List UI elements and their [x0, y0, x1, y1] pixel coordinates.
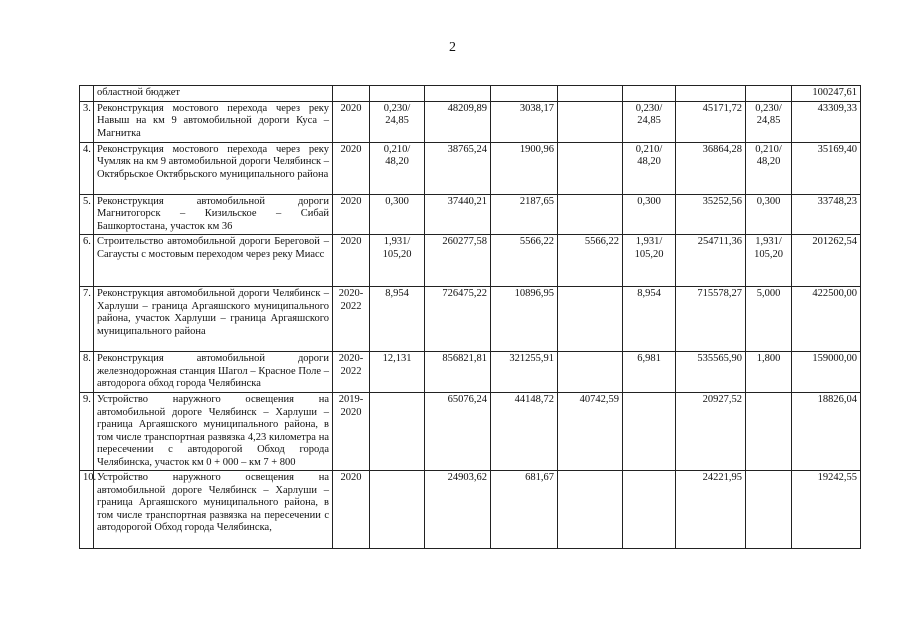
table-row	[80, 393, 861, 471]
cell-object-name	[94, 352, 333, 393]
cell-cost-total	[425, 101, 491, 142]
cell-length-regional	[746, 194, 792, 235]
cost-regional-text: 201262,54	[812, 236, 857, 247]
cell-object-name	[94, 86, 333, 102]
cost-prev-text: 321255,91	[509, 353, 554, 364]
cost-prev-regional-text: 40742,59	[579, 394, 619, 405]
cost-period-text: 20927,52	[702, 394, 742, 405]
cell-length-total	[370, 194, 425, 235]
table-body	[80, 86, 861, 549]
cell-length-regional	[746, 142, 792, 194]
cell-cost-regional	[792, 142, 861, 194]
cell-cost-prev	[491, 393, 558, 471]
cell-cost-period	[676, 235, 746, 287]
cell-cost-period	[676, 101, 746, 142]
years-text: 2020	[340, 195, 362, 207]
cell-cost-prev	[491, 86, 558, 102]
cell-years	[333, 101, 370, 142]
cell-cost-prev-regional	[558, 352, 623, 393]
cell-row-number	[80, 86, 94, 102]
length-regional-text: 1,800	[756, 353, 781, 364]
cost-total-text: 48209,89	[447, 102, 487, 114]
cell-object-name	[94, 393, 333, 471]
length-total-text: 12,131	[382, 353, 412, 364]
cost-period-text: 24221,95	[702, 472, 742, 483]
cost-period-text: 35252,56	[702, 195, 742, 207]
row-number-text: 4.	[83, 143, 91, 155]
object-name-text: Реконструкция мостового перехода через реку Навыш на км 9 автомобильной дороги Куса – Магнитка	[97, 102, 329, 139]
cell-row-number	[80, 393, 94, 471]
cost-prev-text: 2187,65	[519, 195, 554, 207]
row-number-text: 10.	[83, 472, 97, 483]
cost-total-text: 37440,21	[447, 195, 487, 207]
cost-regional-text: 18826,04	[817, 394, 857, 405]
table-row	[80, 194, 861, 235]
cell-cost-total	[425, 194, 491, 235]
cell-length-period	[623, 194, 676, 235]
budget-table	[79, 85, 861, 549]
length-total-text: 1,931/ 105,20	[382, 236, 412, 260]
cell-cost-total	[425, 235, 491, 287]
cell-cost-regional	[792, 235, 861, 287]
cell-cost-prev-regional	[558, 287, 623, 352]
cell-cost-prev-regional	[558, 194, 623, 235]
length-period-text: 6,981	[637, 353, 661, 364]
years-text: 2020-2022	[338, 288, 364, 312]
cost-total-text: 24903,62	[447, 472, 487, 483]
cell-row-number	[80, 352, 94, 393]
cell-cost-total	[425, 142, 491, 194]
length-period-text: 1,931/ 105,20	[634, 236, 664, 260]
length-total-text: 0,230/ 24,85	[383, 102, 411, 126]
row-number-text: 7.	[83, 288, 91, 299]
cost-regional-text: 35169,40	[817, 143, 857, 155]
cell-object-name	[94, 194, 333, 235]
cell-cost-prev	[491, 471, 558, 549]
cost-total-text: 726475,22	[442, 288, 487, 299]
cell-cost-prev	[491, 352, 558, 393]
table-row	[80, 471, 861, 549]
cell-cost-period	[676, 352, 746, 393]
object-name-text: Реконструкция автомобильной дороги железнодорожная станция Шагол – Красное Поле – автодорога обход города Челябинска	[97, 353, 329, 389]
cell-length-total	[370, 235, 425, 287]
cell-cost-total	[425, 352, 491, 393]
cost-prev-text: 10896,95	[514, 288, 554, 299]
cell-cost-period	[676, 86, 746, 102]
cell-cost-total	[425, 86, 491, 102]
cell-length-total	[370, 142, 425, 194]
object-name-text: Реконструкция автомобильной дороги Челябинск – Харлуши – граница Аргаяшского муниципального района, участок Харлуши – граница Аргаяшского муниципального района	[97, 288, 329, 337]
cell-cost-prev-regional	[558, 393, 623, 471]
cell-cost-regional	[792, 352, 861, 393]
cost-regional-text: 19242,55	[817, 472, 857, 483]
cell-cost-period	[676, 287, 746, 352]
cell-cost-period	[676, 471, 746, 549]
object-name-text: областной бюджет	[97, 87, 180, 98]
row-number-text: 5.	[83, 195, 91, 207]
cell-cost-regional	[792, 101, 861, 142]
row-number-text: 9.	[83, 394, 91, 405]
cell-cost-prev	[491, 194, 558, 235]
length-regional-text: 0,230/ 24,85	[755, 102, 782, 126]
table-row	[80, 101, 861, 142]
cost-regional-text: 100247,61	[812, 87, 857, 98]
page-number: 2	[449, 40, 456, 55]
cost-prev-text: 44148,72	[514, 394, 554, 405]
length-regional-text: 0,300	[756, 195, 781, 207]
cell-cost-prev	[491, 101, 558, 142]
cell-length-total	[370, 86, 425, 102]
cell-cost-prev-regional	[558, 471, 623, 549]
cell-years	[333, 86, 370, 102]
cell-row-number	[80, 194, 94, 235]
cell-length-regional	[746, 101, 792, 142]
cost-prev-text: 5566,22	[519, 236, 554, 247]
cell-row-number	[80, 101, 94, 142]
cell-length-total	[370, 471, 425, 549]
cost-prev-text: 3038,17	[519, 102, 554, 114]
cell-length-total	[370, 101, 425, 142]
cell-row-number	[80, 235, 94, 287]
cell-cost-prev	[491, 142, 558, 194]
cell-length-total	[370, 393, 425, 471]
cost-regional-text: 159000,00	[812, 353, 857, 364]
length-regional-text: 5,000	[756, 288, 781, 299]
cell-object-name	[94, 287, 333, 352]
cell-years	[333, 287, 370, 352]
cell-length-regional	[746, 352, 792, 393]
cell-cost-prev-regional	[558, 142, 623, 194]
cell-length-period	[623, 352, 676, 393]
cell-length-period	[623, 287, 676, 352]
length-period-text: 0,300	[637, 195, 661, 207]
cell-cost-regional	[792, 194, 861, 235]
object-name-text: Строительство автомобильной дороги Береговой – Сагаусты с мостовым переходом через реку Миасс	[97, 236, 329, 260]
cost-prev-regional-text: 5566,22	[584, 236, 619, 247]
length-total-text: 0,300	[385, 195, 409, 207]
table-row	[80, 352, 861, 393]
length-total-text: 8,954	[385, 288, 409, 299]
cell-length-period	[623, 101, 676, 142]
cell-years	[333, 471, 370, 549]
cost-regional-text: 422500,00	[812, 288, 857, 299]
length-period-text: 0,210/ 48,20	[635, 143, 663, 167]
cell-cost-period	[676, 142, 746, 194]
cell-years	[333, 142, 370, 194]
years-text: 2020	[340, 236, 362, 247]
cost-total-text: 38765,24	[447, 143, 487, 155]
cell-object-name	[94, 142, 333, 194]
cell-length-total	[370, 352, 425, 393]
cost-period-text: 36864,28	[702, 143, 742, 155]
years-text: 2020-2022	[338, 353, 364, 377]
length-total-text: 0,210/ 48,20	[383, 143, 411, 167]
cost-regional-text: 43309,33	[817, 102, 857, 114]
length-regional-text: 1,931/ 105,20	[754, 236, 783, 260]
cell-object-name	[94, 235, 333, 287]
cost-period-text: 715578,27	[697, 288, 742, 299]
cell-length-period	[623, 142, 676, 194]
cell-cost-total	[425, 393, 491, 471]
length-period-text: 0,230/ 24,85	[635, 102, 663, 126]
cost-total-text: 856821,81	[442, 353, 487, 364]
cell-cost-prev	[491, 235, 558, 287]
cell-years	[333, 194, 370, 235]
cell-length-regional	[746, 86, 792, 102]
cost-period-text: 254711,36	[697, 236, 742, 247]
cell-length-period	[623, 471, 676, 549]
table-row	[80, 142, 861, 194]
cell-length-period	[623, 235, 676, 287]
row-number-text: 3.	[83, 102, 91, 114]
years-text: 2020	[340, 143, 362, 155]
row-number-text: 6.	[83, 236, 91, 247]
cell-cost-regional	[792, 393, 861, 471]
cost-total-text: 260277,58	[442, 236, 487, 247]
cell-length-regional	[746, 235, 792, 287]
cell-cost-regional	[792, 287, 861, 352]
object-name-text: Устройство наружного освещения на автомобильной дороге Челябинск – Харлуши – граница Аргаяшского муниципального района, в том числе транспортная развязка на пересечении с автодорогой Обход города Челябинска,	[97, 472, 329, 533]
cell-cost-period	[676, 393, 746, 471]
cell-years	[333, 352, 370, 393]
cell-cost-prev-regional	[558, 101, 623, 142]
years-text: 2020	[340, 102, 362, 114]
object-name-text: Устройство наружного освещения на автомобильной дороге Челябинск – Харлуши – граница Аргаяшского муниципального района, в том числе транспортная развязка 4,23 километра на пересечении с автодорогой Обход города Челябинска, участок км 0 + 000 – км 7 + 800	[97, 394, 329, 468]
cell-years	[333, 393, 370, 471]
cell-object-name	[94, 471, 333, 549]
cost-period-text: 535565,90	[697, 353, 742, 364]
cell-years	[333, 235, 370, 287]
cell-cost-regional	[792, 86, 861, 102]
cell-length-regional	[746, 287, 792, 352]
object-name-text: Реконструкция автомобильной дороги Магнитогорск – Кизильское – Сибай Башкортостана, участок км 36	[97, 195, 329, 232]
years-text: 2020	[340, 472, 362, 483]
object-name-text: Реконструкция мостового перехода через реку Чумляк на км 9 автомобильной дороги Челябинск – Октябрьское Октябрьского муниципального района	[97, 143, 329, 180]
cell-cost-regional	[792, 471, 861, 549]
years-text: 2019-2020	[338, 394, 364, 418]
cell-object-name	[94, 101, 333, 142]
length-period-text: 8,954	[637, 288, 661, 299]
table-row	[80, 86, 861, 102]
row-number-text: 8.	[83, 353, 91, 364]
cell-row-number	[80, 287, 94, 352]
cell-length-period	[623, 86, 676, 102]
cost-period-text: 45171,72	[702, 102, 742, 114]
cell-row-number	[80, 142, 94, 194]
cost-prev-text: 681,67	[525, 472, 554, 483]
cell-cost-total	[425, 471, 491, 549]
cost-prev-text: 1900,96	[519, 143, 554, 155]
cell-length-regional	[746, 471, 792, 549]
cell-row-number	[80, 471, 97, 549]
cell-length-regional	[746, 393, 792, 471]
cell-length-total	[370, 287, 425, 352]
cell-cost-prev-regional	[558, 235, 623, 287]
length-regional-text: 0,210/ 48,20	[755, 143, 782, 167]
cell-cost-prev-regional	[558, 86, 623, 102]
table-row	[80, 235, 861, 287]
cell-cost-period	[676, 194, 746, 235]
cell-cost-total	[425, 287, 491, 352]
cost-regional-text: 33748,23	[817, 195, 857, 207]
table-row	[80, 287, 861, 352]
cost-total-text: 65076,24	[447, 394, 487, 405]
cell-cost-prev	[491, 287, 558, 352]
cell-length-period	[623, 393, 676, 471]
